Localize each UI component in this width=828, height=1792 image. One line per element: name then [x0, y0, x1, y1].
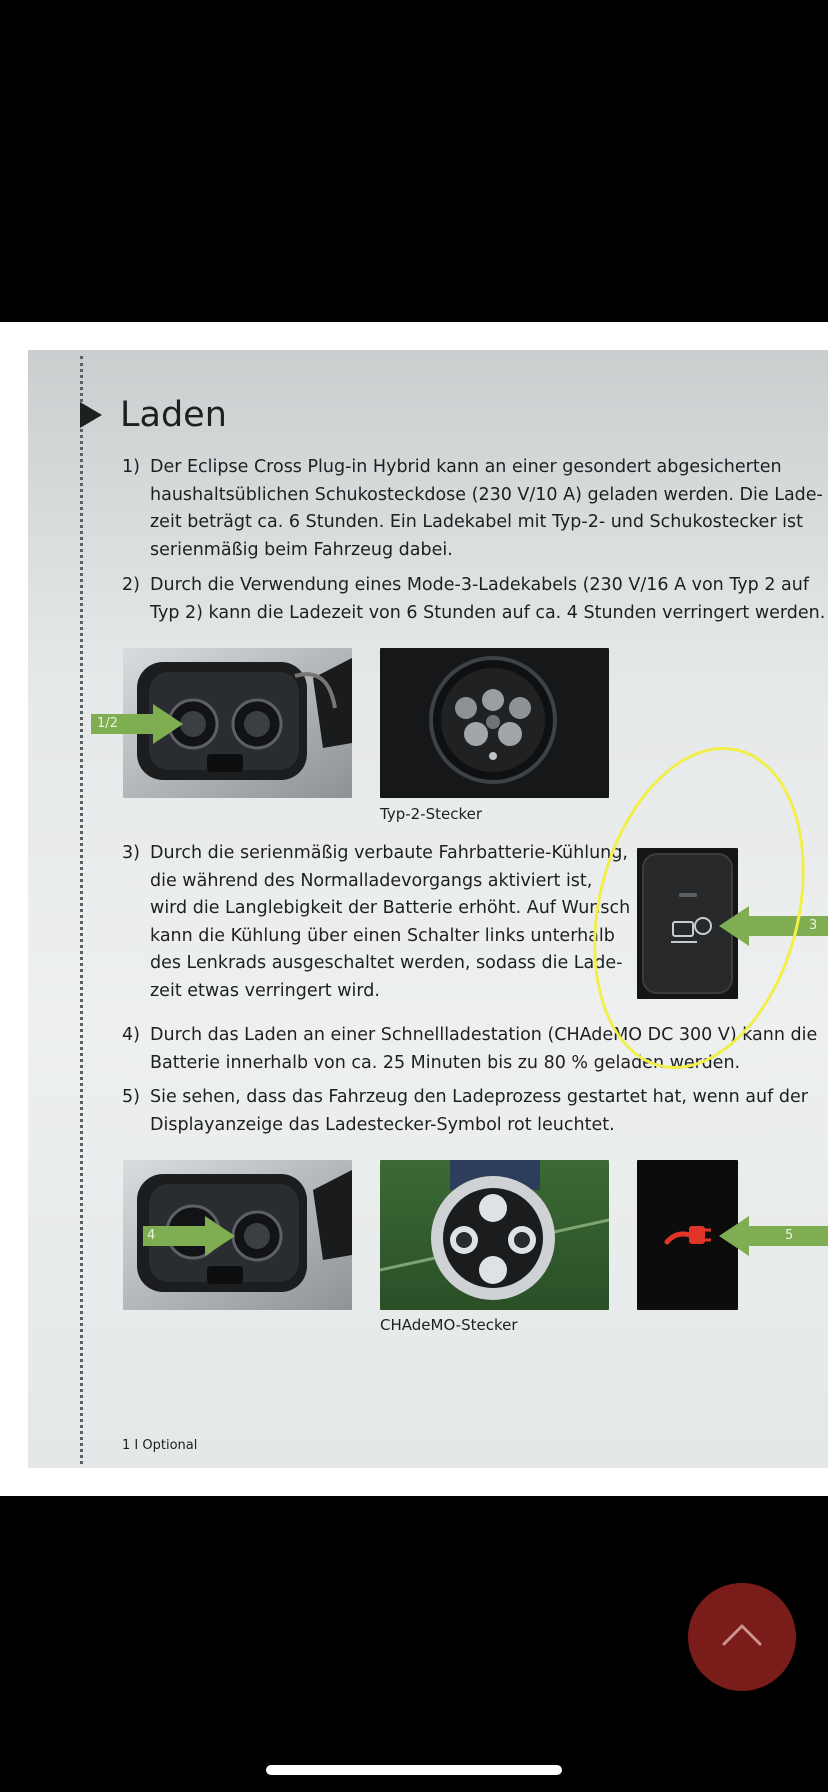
item-number: 5) [122, 1087, 140, 1107]
item-line: kann die Kühlung über einen Schalter links unterhalb [150, 925, 615, 946]
item-number: 3) [122, 843, 140, 863]
play-triangle-icon [80, 402, 102, 428]
arrow-label: 1/2 [97, 716, 118, 731]
item-line: Durch das Laden an einer Schnellladestation (CHAdeMO DC 300 V) kann die [150, 1025, 818, 1045]
caption-type2: Typ-2-Stecker [380, 805, 483, 823]
item-line: Batterie innerhalb von ca. 25 Minuten bis zu 80 % geladen werden. [150, 1052, 741, 1073]
footnote: 1 I Optional [122, 1438, 198, 1453]
item-line: Typ 2) kann die Ladezeit von 6 Stunden auf ca. 4 Stunden verringert werden. [150, 602, 826, 623]
item-line: des Lenkrads ausgeschaltet werden, sodass die Lade- [150, 953, 623, 973]
chademo-plug-photo [380, 1160, 609, 1310]
chevron-up-icon [688, 1583, 796, 1691]
callout-arrow-1-2 [91, 704, 183, 744]
item-line: Durch die serienmäßig verbaute Fahrbatterie-Kühlung, [150, 843, 628, 863]
arrow-label: 5 [785, 1228, 794, 1243]
item-line: Durch die Verwendung eines Mode-3-Ladekabels (230 V/16 A von Typ 2 auf [150, 575, 809, 595]
page-title: Laden [120, 395, 227, 435]
callout-arrow-5 [719, 1216, 828, 1256]
arrow-label: 3 [809, 918, 818, 933]
item-line: wird die Langlebigkeit der Batterie erhöht. Auf Wunsch [150, 898, 631, 918]
item-line: haushaltsüblichen Schukosteckdose (230 V/10 A) geladen werden. Die Lade- [150, 484, 823, 505]
arrow-label: 4 [147, 1228, 156, 1243]
item-number: 1) [122, 457, 140, 477]
dotted-margin-line [80, 356, 83, 1464]
item-line: serienmäßig beim Fahrzeug dabei. [150, 539, 453, 560]
item-line: zeit etwas verringert wird. [150, 980, 380, 1001]
item-line: Der Eclipse Cross Plug-in Hybrid kann an einer gesondert abgesicherten [150, 457, 782, 477]
callout-arrow-4 [143, 1216, 235, 1256]
caption-chademo: CHAdeMO-Stecker [380, 1316, 518, 1334]
scroll-to-top-button[interactable] [688, 1583, 796, 1691]
section-heading [80, 390, 227, 440]
item-line: zeit beträgt ca. 6 Stunden. Ein Ladekabel mit Typ-2- und Schukostecker ist [150, 512, 803, 532]
item-number: 4) [122, 1025, 140, 1045]
item-number: 2) [122, 575, 140, 595]
item-line: die während des Normalladevorgangs aktiviert ist, [150, 870, 593, 891]
type2-plug-photo [380, 648, 609, 798]
item-line: Displayanzeige das Ladestecker-Symbol rot leuchtet. [150, 1114, 615, 1135]
item-line: Sie sehen, dass das Fahrzeug den Ladeprozess gestartet hat, wenn auf der [150, 1087, 808, 1107]
home-indicator[interactable] [266, 1765, 562, 1775]
